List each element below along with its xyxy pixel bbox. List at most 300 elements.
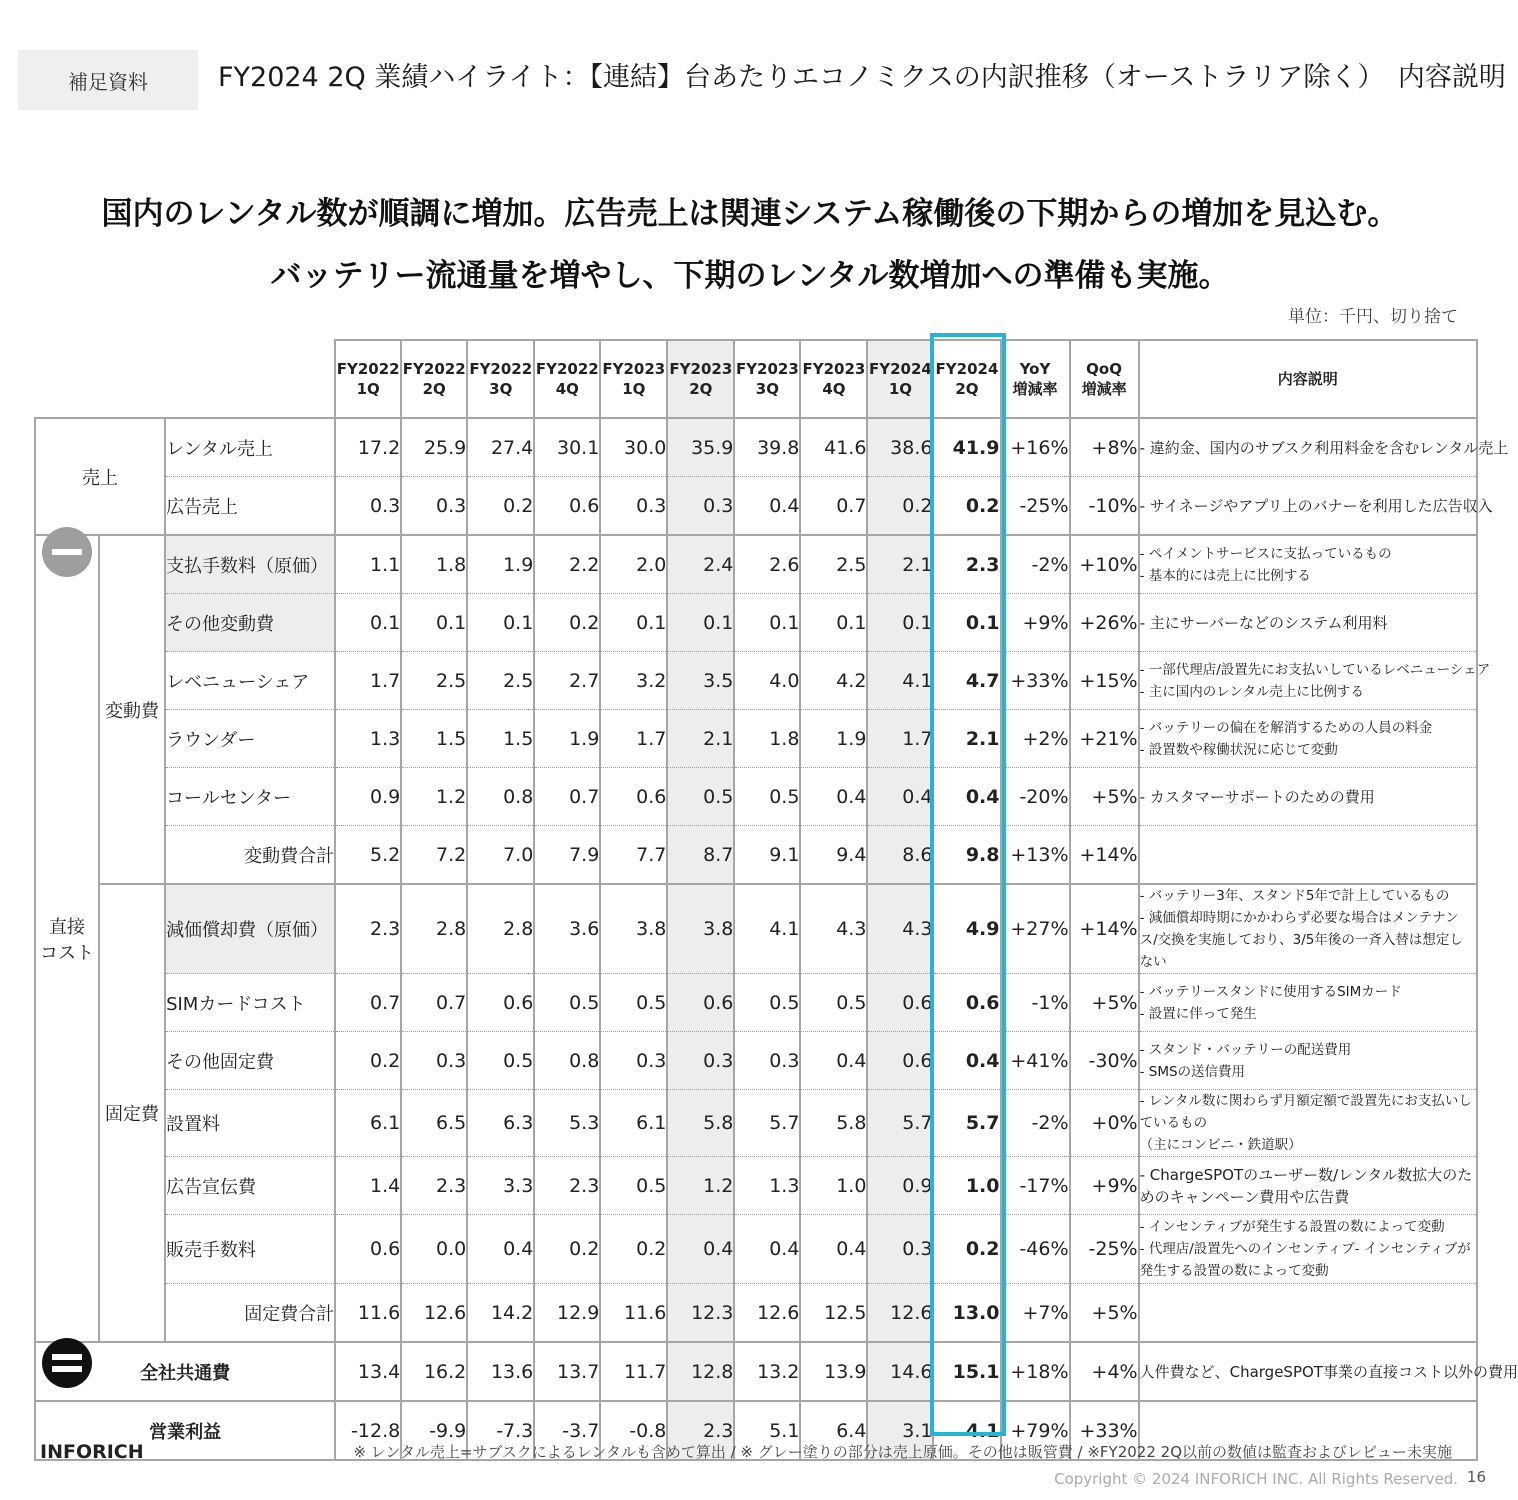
col-header: FY2023 2Q xyxy=(667,340,734,418)
value-cell: 1.9 xyxy=(467,535,534,594)
value-cell: 0.5 xyxy=(467,1032,534,1090)
value-cell: 2.3 xyxy=(401,1157,467,1215)
value-cell: 0.5 xyxy=(600,974,667,1032)
page-number: 16 xyxy=(1466,1468,1486,1486)
value-cell: 0.0 xyxy=(401,1215,467,1284)
value-cell: 5.7 xyxy=(867,1090,933,1157)
value-cell: 35.9 xyxy=(667,418,734,477)
description-cell xyxy=(1139,768,1477,826)
description-line: - バッテリーの偏在を解消するための人員の料金 xyxy=(1139,719,1433,736)
value-cell: 0.4 xyxy=(467,1215,534,1284)
value-cell: 1.3 xyxy=(335,710,401,768)
value-cell: 14.2 xyxy=(467,1284,534,1343)
value-cell: 25.9 xyxy=(401,418,467,477)
row-label: 広告宣伝費 xyxy=(165,1157,335,1215)
value-cell: -3.7 xyxy=(534,1401,600,1460)
row-label: 設置料 xyxy=(165,1090,335,1157)
value-cell: +14% xyxy=(1070,826,1139,885)
description-cell xyxy=(1139,1342,1518,1401)
value-cell: 2.8 xyxy=(467,884,534,974)
page-title: FY2024 2Q 業績ハイライト：【連結】台あたりエコノミクスの内訳推移（オーストラリア除く） 内容説明 xyxy=(218,62,1506,93)
description-line: - 基本的には売上に比例する xyxy=(1139,567,1311,584)
row-label: 営業利益 xyxy=(35,1401,335,1460)
col-header: FY2023 1Q xyxy=(600,340,667,418)
value-cell: 0.6 xyxy=(600,768,667,826)
row-other-variable xyxy=(35,594,1477,652)
value-cell: 0.7 xyxy=(401,974,467,1032)
value-cell: 0.8 xyxy=(534,1032,600,1090)
value-cell: 0.2 xyxy=(600,1215,667,1284)
value-cell: 17.2 xyxy=(335,418,401,477)
value-cell: 6.3 xyxy=(467,1090,534,1157)
value-cell: -1% xyxy=(1001,974,1070,1032)
value-cell: 38.6 xyxy=(867,418,933,477)
value-cell: 0.3 xyxy=(734,1032,800,1090)
minus-circle-icon xyxy=(42,527,92,577)
value-cell: 4.2 xyxy=(800,652,867,710)
value-cell: 1.8 xyxy=(401,535,467,594)
description-cell xyxy=(1139,710,1477,768)
description-line: - 主に国内のレンタル売上に比例する xyxy=(1139,683,1364,700)
value-cell: 12.3 xyxy=(667,1284,734,1343)
value-cell: 3.8 xyxy=(600,884,667,974)
value-cell: -12.8 xyxy=(335,1401,401,1460)
value-cell: 2.4 xyxy=(667,535,734,594)
headline-line2: バッテリー流通量を増やし、下期のレンタル数増加への準備も実施。 xyxy=(270,258,1230,294)
value-cell: 12.9 xyxy=(534,1284,600,1343)
value-cell: -30% xyxy=(1070,1032,1139,1090)
row-label: その他変動費 xyxy=(165,594,335,652)
value-cell: 0.3 xyxy=(600,477,667,536)
value-cell: 0.4 xyxy=(800,1032,867,1090)
value-cell: 2.2 xyxy=(534,535,600,594)
description-line: - カスタマーサポートのための費用 xyxy=(1139,787,1375,806)
value-cell: 1.1 xyxy=(335,535,401,594)
value-cell: 1.5 xyxy=(401,710,467,768)
value-cell: 0.5 xyxy=(667,768,734,826)
value-cell: 5.7 xyxy=(933,1090,1000,1157)
header-row xyxy=(35,340,1477,418)
value-cell: 2.3 xyxy=(335,884,401,974)
value-cell: 3.2 xyxy=(600,652,667,710)
value-cell: +15% xyxy=(1070,652,1139,710)
value-cell: +21% xyxy=(1070,710,1139,768)
value-cell: 3.3 xyxy=(467,1157,534,1215)
row-corporate xyxy=(35,1342,1477,1401)
value-cell: 1.7 xyxy=(600,710,667,768)
row-sim-card xyxy=(35,974,1477,1032)
description-cell xyxy=(1139,1090,1477,1157)
row-call-center xyxy=(35,768,1477,826)
value-cell: 1.2 xyxy=(667,1157,734,1215)
value-cell: +27% xyxy=(1001,884,1070,974)
value-cell: 1.3 xyxy=(734,1157,800,1215)
value-cell: 1.4 xyxy=(335,1157,401,1215)
value-cell: -2% xyxy=(1001,1090,1070,1157)
description-line: - 減価償却時期にかかわらず必要な場合はメンテナンス/交換を実施しており、3/5年後の一斉入替は想定しない xyxy=(1139,910,1463,970)
value-cell: 5.2 xyxy=(335,826,401,885)
value-cell: 6.5 xyxy=(401,1090,467,1157)
value-cell: 1.7 xyxy=(867,710,933,768)
row-label: 販売手数料 xyxy=(165,1215,335,1284)
value-cell: 0.1 xyxy=(600,594,667,652)
row-label: 変動費合計 xyxy=(165,826,335,885)
value-cell: 0.9 xyxy=(867,1157,933,1215)
row-rental xyxy=(35,418,1477,477)
col-header: FY2022 3Q xyxy=(467,340,534,418)
value-cell: +14% xyxy=(1070,884,1139,974)
value-cell: 0.7 xyxy=(335,974,401,1032)
row-payment-fee xyxy=(35,535,1477,594)
value-cell: 11.6 xyxy=(335,1284,401,1343)
row-depreciation xyxy=(35,884,1477,974)
description-line: - バッテリースタンドに使用するSIMカード xyxy=(1139,983,1402,1000)
value-cell: -17% xyxy=(1001,1157,1070,1215)
col-header: FY2024 1Q xyxy=(867,340,933,418)
economics-table xyxy=(34,339,1518,1461)
value-cell: 0.4 xyxy=(867,768,933,826)
value-cell: 0.6 xyxy=(534,477,600,536)
row-label: 広告売上 xyxy=(165,477,335,536)
value-cell: -7.3 xyxy=(467,1401,534,1460)
row-label: 固定費合計 xyxy=(165,1284,335,1343)
description-line: - ペイメントサービスに支払っているもの xyxy=(1139,545,1392,562)
description-line: - ChargeSPOTのユーザー数/レンタル数拡大のためのキャンペーン費用や広告費 xyxy=(1139,1165,1473,1206)
value-cell: 4.7 xyxy=(933,652,1000,710)
value-cell: -20% xyxy=(1001,768,1070,826)
value-cell: +10% xyxy=(1070,535,1139,594)
value-cell: 0.6 xyxy=(335,1215,401,1284)
value-cell: 0.7 xyxy=(534,768,600,826)
value-cell: 7.0 xyxy=(467,826,534,885)
value-cell: 2.8 xyxy=(401,884,467,974)
value-cell: 2.1 xyxy=(933,710,1000,768)
value-cell: 3.5 xyxy=(667,652,734,710)
value-cell: +16% xyxy=(1001,418,1070,477)
row-label: その他固定費 xyxy=(165,1032,335,1090)
value-cell: 0.6 xyxy=(867,1032,933,1090)
description-cell xyxy=(1139,535,1477,594)
description-line: - バッテリー3年、スタンド5年で計上しているもの xyxy=(1139,888,1450,904)
value-cell: 0.6 xyxy=(867,974,933,1032)
value-cell: 2.6 xyxy=(734,535,800,594)
description-cell xyxy=(1139,1284,1477,1343)
row-advertising xyxy=(35,1157,1477,1215)
value-cell: 13.6 xyxy=(467,1342,534,1401)
supplement-tag: 補足資料 xyxy=(18,50,198,110)
value-cell: 1.9 xyxy=(800,710,867,768)
value-cell: 0.3 xyxy=(401,477,467,536)
col-header-desc: 内容説明 xyxy=(1139,340,1477,418)
value-cell: 30.1 xyxy=(534,418,600,477)
value-cell: 0.6 xyxy=(467,974,534,1032)
group-variable: 変動費 xyxy=(99,535,165,884)
value-cell: +13% xyxy=(1001,826,1070,885)
value-cell: 4.9 xyxy=(933,884,1000,974)
value-cell: 6.1 xyxy=(335,1090,401,1157)
value-cell: 0.4 xyxy=(667,1215,734,1284)
description-line: - 一部代理店/設置先にお支払いしているレベニューシェア xyxy=(1139,661,1491,678)
footer-note: ※ レンタル売上=サブスクによるレンタルも含めて算出 / ※ グレー塗りの部分は売上原価。その他は販管費 / ※FY2022 2Q以前の数値は監査およびレビュー未実施 xyxy=(353,1443,1452,1461)
value-cell: 12.5 xyxy=(800,1284,867,1343)
value-cell: +26% xyxy=(1070,594,1139,652)
value-cell: 0.3 xyxy=(600,1032,667,1090)
value-cell: 0.8 xyxy=(467,768,534,826)
col-header: FY2022 2Q xyxy=(401,340,467,418)
value-cell: 0.1 xyxy=(467,594,534,652)
col-header: QoQ 増減率 xyxy=(1070,340,1139,418)
value-cell: 2.3 xyxy=(667,1401,734,1460)
value-cell: 7.2 xyxy=(401,826,467,885)
value-cell: 0.4 xyxy=(800,1215,867,1284)
value-cell: 0.1 xyxy=(933,594,1000,652)
value-cell: 0.1 xyxy=(867,594,933,652)
col-header: FY2023 4Q xyxy=(800,340,867,418)
value-cell: 6.4 xyxy=(800,1401,867,1460)
description-line: - 違約金、国内のサブスク利用料金を含むレンタル売上 xyxy=(1139,438,1509,457)
value-cell: 4.0 xyxy=(734,652,800,710)
company-logo: INFORICH xyxy=(40,1441,144,1463)
value-cell: 8.7 xyxy=(667,826,734,885)
description-line: - 代理店/設置先へのインセンティブ- インセンティブが発生する設置の数によって変動 xyxy=(1139,1241,1471,1279)
value-cell: 41.6 xyxy=(800,418,867,477)
value-cell: 1.8 xyxy=(734,710,800,768)
value-cell: 1.5 xyxy=(467,710,534,768)
value-cell: 13.9 xyxy=(800,1342,867,1401)
value-cell: 0.3 xyxy=(667,477,734,536)
value-cell: 0.9 xyxy=(335,768,401,826)
value-cell: 0.2 xyxy=(933,1215,1000,1284)
value-cell: 14.6 xyxy=(867,1342,933,1401)
value-cell: 5.8 xyxy=(667,1090,734,1157)
value-cell: 13.0 xyxy=(933,1284,1000,1343)
value-cell: +33% xyxy=(1070,1401,1139,1460)
description-line: - インセンティブが発生する設置の数によって変動 xyxy=(1139,1219,1445,1235)
value-cell: 11.6 xyxy=(600,1284,667,1343)
row-other-fixed xyxy=(35,1032,1477,1090)
value-cell: 0.2 xyxy=(534,1215,600,1284)
row-installation xyxy=(35,1090,1477,1157)
value-cell: 2.3 xyxy=(534,1157,600,1215)
value-cell: 2.0 xyxy=(600,535,667,594)
value-cell: 0.1 xyxy=(335,594,401,652)
value-cell: +2% xyxy=(1001,710,1070,768)
value-cell: +7% xyxy=(1001,1284,1070,1343)
group-sales: 売上 xyxy=(35,418,165,535)
description-cell xyxy=(1139,418,1509,477)
value-cell: +33% xyxy=(1001,652,1070,710)
row-label: 支払手数料（原価） xyxy=(165,535,335,594)
equal-circle-icon xyxy=(42,1338,92,1388)
value-cell: -0.8 xyxy=(600,1401,667,1460)
col-header: FY2022 1Q xyxy=(335,340,401,418)
value-cell: 7.9 xyxy=(534,826,600,885)
value-cell: 9.8 xyxy=(933,826,1000,885)
value-cell: 30.0 xyxy=(600,418,667,477)
value-cell: +0% xyxy=(1070,1090,1139,1157)
row-fixed-total xyxy=(35,1284,1477,1343)
value-cell: 3.6 xyxy=(534,884,600,974)
value-cell: 0.3 xyxy=(667,1032,734,1090)
value-cell: 0.1 xyxy=(800,594,867,652)
row-label: レンタル売上 xyxy=(165,418,335,477)
group-fixed: 固定費 xyxy=(99,884,165,1342)
value-cell: 0.5 xyxy=(534,974,600,1032)
description-line: 人件費など、ChargeSPOT事業の直接コスト以外の費用 xyxy=(1139,1362,1518,1381)
value-cell: 12.6 xyxy=(734,1284,800,1343)
description-cell xyxy=(1139,1157,1477,1215)
value-cell: 1.9 xyxy=(534,710,600,768)
value-cell: 13.7 xyxy=(534,1342,600,1401)
copyright: Copyright © 2024 INFORICH INC. All Rights Reserved. xyxy=(1054,1470,1458,1488)
description-line: - 設置数や稼働状況に応じて変動 xyxy=(1139,741,1338,758)
value-cell: 4.1 xyxy=(734,884,800,974)
value-cell: 0.2 xyxy=(467,477,534,536)
value-cell: 0.5 xyxy=(800,974,867,1032)
description-line: - SMSの送信費用 xyxy=(1139,1063,1246,1080)
value-cell: -25% xyxy=(1070,1215,1139,1284)
row-label: ラウンダー xyxy=(165,710,335,768)
value-cell: 0.6 xyxy=(667,974,734,1032)
row-label: SIMカードコスト xyxy=(165,974,335,1032)
value-cell: 3.1 xyxy=(867,1401,933,1460)
value-cell: 0.5 xyxy=(734,974,800,1032)
description-cell xyxy=(1139,974,1477,1032)
value-cell: 2.7 xyxy=(534,652,600,710)
value-cell: 0.2 xyxy=(335,1032,401,1090)
value-cell: -25% xyxy=(1001,477,1070,536)
value-cell: 13.2 xyxy=(734,1342,800,1401)
value-cell: 5.3 xyxy=(534,1090,600,1157)
value-cell: 9.4 xyxy=(800,826,867,885)
value-cell: 0.4 xyxy=(734,1215,800,1284)
value-cell: 5.1 xyxy=(734,1401,800,1460)
value-cell: +9% xyxy=(1001,594,1070,652)
value-cell: +5% xyxy=(1070,974,1139,1032)
value-cell: +9% xyxy=(1070,1157,1139,1215)
value-cell: 11.7 xyxy=(600,1342,667,1401)
headline-line1: 国内のレンタル数が順調に増加。広告売上は関連システム稼働後の下期からの増加を見込む。 xyxy=(101,196,1399,232)
value-cell: 2.1 xyxy=(667,710,734,768)
description-line: - 主にサーバーなどのシステム利用料 xyxy=(1139,613,1388,632)
group-direct-cost: 直接 コスト xyxy=(35,535,99,1342)
description-cell xyxy=(1139,884,1477,974)
description-line: - スタンド・バッテリーの配送費用 xyxy=(1139,1041,1352,1058)
value-cell: 8.6 xyxy=(867,826,933,885)
description-cell xyxy=(1139,477,1493,536)
value-cell: 5.7 xyxy=(734,1090,800,1157)
description-line: - サイネージやアプリ上のバナーを利用した広告収入 xyxy=(1139,496,1493,515)
value-cell: 0.3 xyxy=(335,477,401,536)
value-cell: 4.1 xyxy=(867,652,933,710)
value-cell: 0.2 xyxy=(933,477,1000,536)
row-rounder xyxy=(35,710,1477,768)
value-cell: +41% xyxy=(1001,1032,1070,1090)
value-cell: 0.7 xyxy=(800,477,867,536)
value-cell: 16.2 xyxy=(401,1342,467,1401)
value-cell: -9.9 xyxy=(401,1401,467,1460)
value-cell: 2.5 xyxy=(401,652,467,710)
value-cell: 15.1 xyxy=(933,1342,1000,1401)
value-cell: 12.8 xyxy=(667,1342,734,1401)
value-cell: 4.1 xyxy=(933,1401,1000,1460)
value-cell: 0.4 xyxy=(933,1032,1000,1090)
row-variable-total xyxy=(35,826,1477,885)
description-cell xyxy=(1139,652,1491,710)
unit-note: 単位：千円、切り捨て xyxy=(1288,307,1458,327)
value-cell: +79% xyxy=(1001,1401,1070,1460)
value-cell: 0.5 xyxy=(600,1157,667,1215)
value-cell: 0.6 xyxy=(933,974,1000,1032)
value-cell: 0.4 xyxy=(734,477,800,536)
value-cell: 0.5 xyxy=(734,768,800,826)
value-cell: -10% xyxy=(1070,477,1139,536)
row-sales-commission xyxy=(35,1215,1477,1284)
col-header: FY2024 2Q xyxy=(933,340,1000,418)
value-cell: +18% xyxy=(1001,1342,1070,1401)
row-label: 減価償却費（原価） xyxy=(165,884,335,974)
value-cell: +5% xyxy=(1070,768,1139,826)
value-cell: 0.1 xyxy=(734,594,800,652)
value-cell: 0.3 xyxy=(401,1032,467,1090)
value-cell: 39.8 xyxy=(734,418,800,477)
col-header: YoY 増減率 xyxy=(1001,340,1070,418)
value-cell: +4% xyxy=(1070,1342,1139,1401)
value-cell: 2.5 xyxy=(800,535,867,594)
row-label: コールセンター xyxy=(165,768,335,826)
description-line: - 設置に伴って発生 xyxy=(1139,1005,1257,1022)
value-cell: 12.6 xyxy=(867,1284,933,1343)
value-cell: 9.1 xyxy=(734,826,800,885)
value-cell: 0.2 xyxy=(534,594,600,652)
value-cell: 1.0 xyxy=(933,1157,1000,1215)
value-cell: 0.4 xyxy=(933,768,1000,826)
description-cell xyxy=(1139,594,1477,652)
value-cell: 0.1 xyxy=(667,594,734,652)
value-cell: 1.0 xyxy=(800,1157,867,1215)
value-cell: 4.3 xyxy=(867,884,933,974)
value-cell: 7.7 xyxy=(600,826,667,885)
value-cell: 41.9 xyxy=(933,418,1000,477)
value-cell: -2% xyxy=(1001,535,1070,594)
value-cell: 2.1 xyxy=(867,535,933,594)
value-cell: -46% xyxy=(1001,1215,1070,1284)
value-cell: +8% xyxy=(1070,418,1139,477)
description-cell xyxy=(1139,1032,1477,1090)
value-cell: 3.8 xyxy=(667,884,734,974)
value-cell: 0.3 xyxy=(867,1215,933,1284)
value-cell: 12.6 xyxy=(401,1284,467,1343)
row-ad-sales xyxy=(35,477,1477,536)
value-cell: +5% xyxy=(1070,1284,1139,1343)
row-label: レベニューシェア xyxy=(165,652,335,710)
value-cell: 1.2 xyxy=(401,768,467,826)
value-cell: 13.4 xyxy=(335,1342,401,1401)
value-cell: 27.4 xyxy=(467,418,534,477)
value-cell: 6.1 xyxy=(600,1090,667,1157)
value-cell: 5.8 xyxy=(800,1090,867,1157)
value-cell: 0.1 xyxy=(401,594,467,652)
value-cell: 1.7 xyxy=(335,652,401,710)
value-cell: 0.2 xyxy=(867,477,933,536)
value-cell: 0.4 xyxy=(800,768,867,826)
row-revenue-share xyxy=(35,652,1477,710)
col-header: FY2023 3Q xyxy=(734,340,800,418)
header-blank xyxy=(35,340,335,418)
value-cell: 4.3 xyxy=(800,884,867,974)
description-line: - レンタル数に関わらず月額定額で設置先にお支払いしているもの xyxy=(1139,1093,1472,1131)
row-label: 全社共通費 xyxy=(35,1342,335,1401)
